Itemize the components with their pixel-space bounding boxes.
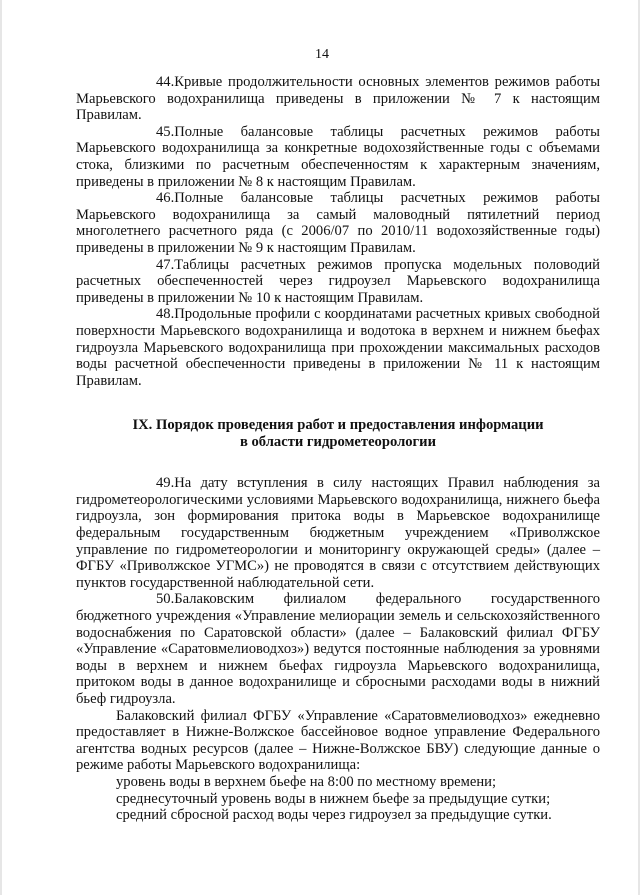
paragraph-text: Балаковский филиал ФГБУ «Управление «Саратовмелиоводхоз» ежедневно предоставляет в Нижне-Волжское бассейновое водное управление Федерального агентства водных ресурсов (далее – Нижне-Волжское БВУ) следующие данные о режиме работы Марьевского водохранилища: bbox=[76, 707, 600, 774]
paragraph-50 bbox=[76, 591, 600, 707]
paragraph-text: Таблицы расчетных режимов пропуска модельных половодий расчетных обеспеченностей через гидроузел Марьевского водохранилища приведены в приложении № 10 к настоящим Правилам. bbox=[76, 256, 600, 306]
paragraph-number: 50. bbox=[156, 591, 175, 608]
paragraph-46 bbox=[76, 190, 600, 256]
paragraph-47 bbox=[76, 257, 600, 307]
section-heading bbox=[76, 417, 600, 451]
list-item: средний сбросной расход воды через гидроузел за предыдущие сутки. bbox=[116, 807, 552, 824]
paragraph-text: Полные балансовые таблицы расчетных режимов работы Марьевского водохранилища за самый маловодный пятилетний период многолетнего расчетного ряда (с 2006/07 по 2010/11 водохозяйственные годы) приведены в приложении № 9 к настоящим Правилам. bbox=[76, 190, 600, 256]
paragraph-44 bbox=[76, 74, 600, 124]
paragraph-text: Полные балансовые таблицы расчетных режимов работы Марьевского водохранилища за конкретные водохозяйственные годы с объемами стока, близкими по расчетным обеспеченностям к характерным значениям, приведены в приложении № 8 к настоящим Правилам. bbox=[76, 123, 600, 190]
list-item: уровень воды в верхнем бьефе на 8:00 по местному времени; bbox=[116, 773, 497, 790]
paragraph-number: 48. bbox=[156, 306, 175, 323]
paragraph-49 bbox=[76, 475, 600, 591]
paragraph-text: Балаковским филиалом федерального государственного бюджетного учреждения «Управление мелиорации земель и сельскохозяйственного водоснабжения по Саратовской области» (далее – Балаковский филиал ФГБУ «Управление «Саратовмелиоводхоз») ведутся постоянные наблюдения за уровнями воды в верхнем и нижнем бьефах гидроузла Марьевского водохранилища, притоком воды в данное водохранилище и сбросными расходами воды в нижний бьеф гидроузла. bbox=[76, 591, 600, 707]
paragraph-text: Продольные профили с координатами расчетных кривых свободной поверхности Марьевского водохранилища и водотока в верхнем и нижнем бьефах гидроузла Марьевского водохранилища при прохождении максимальных расходов воды расчетной обеспеченности приведены в приложении № 11 к настоящим Правилам. bbox=[76, 306, 600, 389]
list-item: среднесуточный уровень воды в нижнем бьефе за предыдущие сутки; bbox=[116, 790, 551, 807]
paragraph-number: 47. bbox=[156, 256, 175, 273]
page-number: 14 bbox=[315, 47, 329, 62]
paragraph-number: 46. bbox=[156, 190, 175, 207]
section-heading-line-2: в области гидрометеорологии bbox=[239, 434, 436, 451]
paragraph-text: На дату вступления в силу настоящих Правил наблюдения за гидрометеорологическими условиями Марьевского водохранилища, нижнего бьефа гидроузла, зон формирования притока воды в Марьевское водохранилище федеральным государственным бюджетным учреждением «Приволжское управление по гидрометеорологии и мониторингу окружающей среды» (далее – ФГБУ «Приволжское УГМС») не проводятся в связи с отсутствием действующих пунктов государственной наблюдательной сети. bbox=[76, 475, 600, 591]
paragraph-text: Кривые продолжительности основных элементов режимов работы Марьевского водохранилища приведены в приложении № 7 к настоящим Правилам. bbox=[76, 74, 600, 124]
section-heading-line-1: IX. Порядок проведения работ и предоставления информации bbox=[132, 417, 544, 434]
paragraph-number: 44. bbox=[156, 74, 175, 90]
paragraph-50-continued bbox=[76, 708, 600, 774]
paragraph-number: 45. bbox=[156, 123, 175, 140]
paragraph-45 bbox=[76, 124, 600, 190]
paragraph-48 bbox=[76, 306, 600, 389]
document-body bbox=[76, 74, 600, 824]
paragraph-number: 49. bbox=[156, 475, 175, 492]
